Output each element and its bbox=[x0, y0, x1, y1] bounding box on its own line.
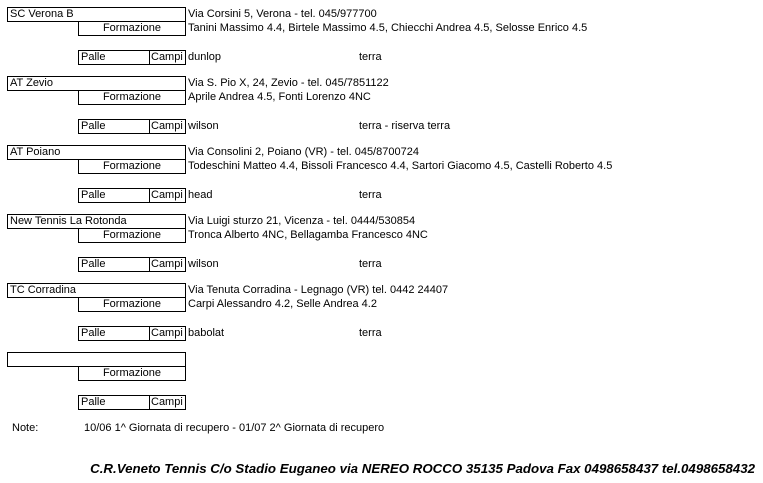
palle-label: Palle bbox=[78, 395, 150, 410]
club-courts: terra - riserva terra bbox=[359, 120, 451, 132]
club-address: Via S. Pio X, 24, Zevio - tel. 045/7851122 bbox=[188, 77, 389, 89]
campi-label: Campi bbox=[149, 188, 186, 203]
note-text: 10/06 1^ Giornata di recupero - 01/07 2^ Giornata di recupero bbox=[84, 422, 385, 434]
footer-contact: C.R.Veneto Tennis C/o Stadio Euganeo via NEREO ROCCO 35135 Padova Fax 0498658437 tel.0498658432 bbox=[90, 461, 755, 476]
palle-label: Palle bbox=[78, 50, 150, 65]
campi-label: Campi bbox=[149, 257, 186, 272]
campi-label: Campi bbox=[149, 395, 186, 410]
club-courts: terra bbox=[359, 51, 382, 63]
palle-label: Palle bbox=[78, 119, 150, 134]
club-balls: dunlop bbox=[188, 51, 222, 63]
formazione-label: Formazione bbox=[78, 297, 186, 312]
club-address: Via Corsini 5, Verona - tel. 045/977700 bbox=[188, 8, 377, 20]
club-players: Carpi Alessandro 4.2, Selle Andrea 4.2 bbox=[188, 298, 377, 310]
campi-label: Campi bbox=[149, 326, 186, 341]
formazione-label: Formazione bbox=[78, 159, 186, 174]
club-address: Via Consolini 2, Poiano (VR) - tel. 045/8700724 bbox=[188, 146, 419, 158]
formazione-label: Formazione bbox=[78, 21, 186, 36]
club-courts: terra bbox=[359, 258, 382, 270]
club-address: Via Tenuta Corradina - Legnago (VR) tel. 0442 24407 bbox=[188, 284, 449, 296]
club-courts: terra bbox=[359, 327, 382, 339]
club-name: SC Verona B bbox=[7, 7, 186, 22]
club-balls: head bbox=[188, 189, 213, 201]
club-name: AT Poiano bbox=[7, 145, 186, 160]
palle-label: Palle bbox=[78, 188, 150, 203]
palle-label: Palle bbox=[78, 257, 150, 272]
club-balls: wilson bbox=[188, 120, 219, 132]
club-players: Tronca Alberto 4NC, Bellagamba Francesco 4NC bbox=[188, 229, 428, 241]
club-players: Tanini Massimo 4.4, Birtele Massimo 4.5, Chiecchi Andrea 4.5, Selosse Enrico 4.5 bbox=[188, 22, 588, 34]
club-address: Via Luigi sturzo 21, Vicenza - tel. 0444/530854 bbox=[188, 215, 416, 227]
palle-label: Palle bbox=[78, 326, 150, 341]
formazione-label: Formazione bbox=[78, 90, 186, 105]
club-name: AT Zevio bbox=[7, 76, 186, 91]
club-balls: wilson bbox=[188, 258, 219, 270]
club-players: Todeschini Matteo 4.4, Bissoli Francesco 4.4, Sartori Giacomo 4.5, Castelli Roberto 4.5 bbox=[188, 160, 613, 172]
club-name-empty bbox=[7, 352, 186, 367]
club-name: TC Corradina bbox=[7, 283, 186, 298]
note-label: Note: bbox=[12, 422, 39, 434]
club-name: New Tennis La Rotonda bbox=[7, 214, 186, 229]
club-balls: babolat bbox=[188, 327, 225, 339]
formazione-label: Formazione bbox=[78, 366, 186, 381]
formazione-label: Formazione bbox=[78, 228, 186, 243]
campi-label: Campi bbox=[149, 50, 186, 65]
campi-label: Campi bbox=[149, 119, 186, 134]
club-courts: terra bbox=[359, 189, 382, 201]
club-players: Aprile Andrea 4.5, Fonti Lorenzo 4NC bbox=[188, 91, 371, 103]
